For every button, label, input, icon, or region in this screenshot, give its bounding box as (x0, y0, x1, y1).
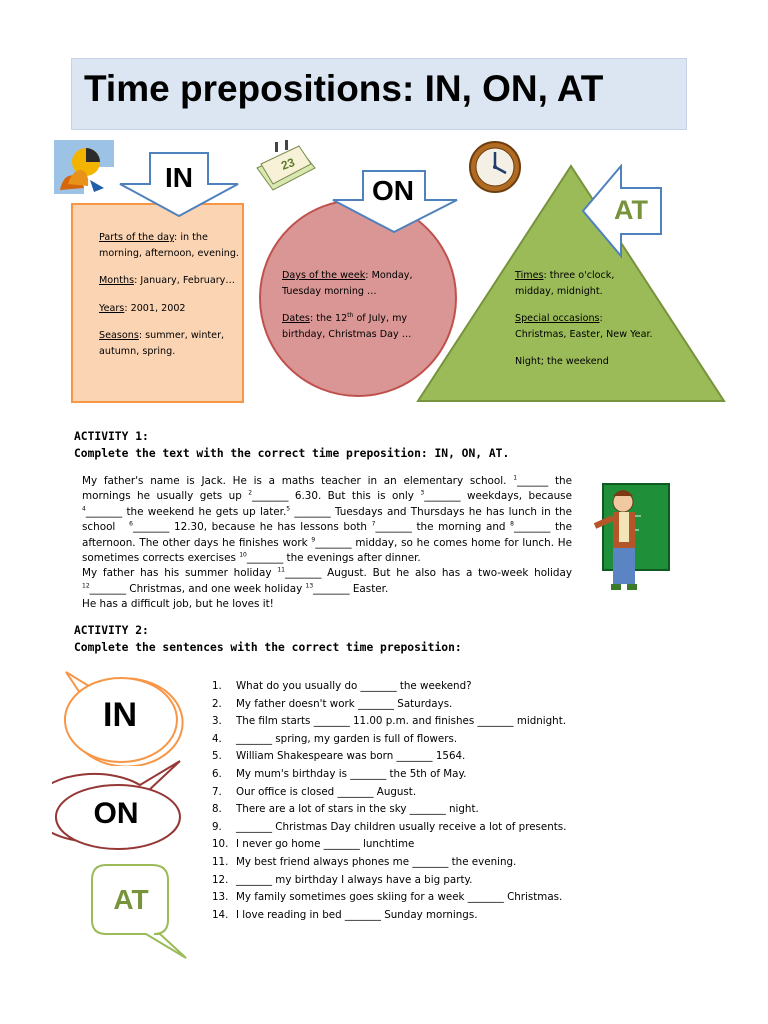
list-item-num: 3. (212, 715, 222, 728)
list-item-num: 6. (212, 767, 222, 780)
on-arrow-label: ON (372, 175, 414, 206)
list-item-num: 14. (212, 908, 229, 921)
dates-text-1: : the 12 (309, 313, 348, 324)
months-label: Months (99, 275, 135, 286)
list-item-text: William Shakespeare was born _______ 1564. (236, 750, 466, 763)
activity1-footer: He has a difficult job, but he loves it! (82, 598, 274, 611)
activity2-instruction: Complete the sentences with the correct time preposition: (74, 641, 462, 654)
list-item-text: My family sometimes goes skiing for a week _______ Christmas. (236, 891, 563, 904)
in-arrow-label: IN (165, 162, 193, 193)
list-item-text: I never go home _______ lunchtime (236, 838, 415, 851)
list-item (212, 801, 612, 819)
list-item-text: My father doesn't work _______ Saturdays. (236, 697, 453, 710)
special-label: Special occasions (515, 313, 600, 324)
in-bubble-label: IN (103, 696, 137, 734)
list-item-num: 4. (212, 732, 222, 745)
list-item (212, 836, 612, 854)
list-item (212, 748, 612, 766)
list-item-text: _______ my birthday I always have a big party. (236, 873, 473, 886)
list-item-text: The film starts _______ 11.00 p.m. and finishes _______ midnight. (236, 715, 567, 728)
dates-label: Dates (282, 313, 310, 324)
list-item (212, 907, 612, 925)
list-item (212, 731, 612, 749)
list-item (212, 872, 612, 890)
list-item-num: 10. (212, 838, 229, 851)
activity1-instruction: Complete the text with the correct time preposition: IN, ON, AT. (74, 447, 510, 460)
list-item-text: _______ spring, my garden is full of flowers. (236, 732, 458, 745)
activity1-paragraph: My father's name is Jack. He is a maths teacher in an elementary school. $^1$______ the mornings he usually gets up $^2$_______ 6.30. But this is only $^3$_______ weekdays, because $^4$_______ the weekend he gets up later.$^5$ _______ Tuesdays and Thursdays he has lunch in the school $^6$_______ 12.30, because he has lessons both $^7$_______ the morning and $^8$_______ the afternoon. The other days he finishes work $^9$_______ midday, so he comes home for lunch. He sometimes corrects exercises $^{10}$_______ the evenings after dinner. My father has his summer holiday $^{11}$_______ August. But he also has a two-week holiday $^{12}$_______ Christmas, and one week holiday $^{13}$_______ Easter. He has a difficult job, but he loves it! (82, 474, 573, 611)
months-text: : January, February… (134, 275, 235, 286)
list-item-num: 5. (212, 750, 222, 763)
days-text: : Monday, Tuesday morning … (282, 270, 413, 297)
list-item-text: What do you usually do _______ the weekend? (236, 680, 472, 692)
list-item-num: 2. (212, 697, 222, 710)
page-title: Time prepositions: IN, ON, AT (84, 68, 604, 109)
list-item-num: 9. (212, 820, 222, 833)
activity2-list (212, 678, 612, 924)
list-item-text: _______ Christmas Day children usually receive a lot of presents. (236, 820, 567, 833)
list-item-num: 7. (212, 785, 222, 798)
at-triangle-text (515, 268, 655, 370)
seasons-label: Seasons (99, 330, 139, 341)
list-item-text: My best friend always phones me _______ the evening. (236, 855, 517, 868)
on-bubble-label: ON (93, 797, 139, 830)
list-item-num: 11. (212, 855, 229, 868)
seasons-text: : summer, winter, autumn, spring. (99, 330, 225, 357)
parts-of-day-text: : in the morning, afternoon, evening. (99, 232, 239, 259)
times-text: : three o'clock, midday, midnight. (515, 270, 615, 297)
parts-of-day-label: Parts of the day (99, 232, 175, 243)
years-text: : 2001, 2002 (124, 302, 186, 314)
list-item (212, 696, 612, 714)
calendar-icon (253, 138, 319, 194)
at-arrow-label: AT (614, 195, 648, 225)
list-item-num: 1. (212, 680, 222, 692)
years-label: Years (99, 302, 125, 314)
dates-text-2: of July, my birthday, Christmas Day … (282, 313, 412, 340)
list-item (212, 678, 612, 696)
list-item-text: Our office is closed _______ August. (236, 785, 417, 798)
list-item-text: I love reading in bed _______ Sunday mornings. (236, 908, 478, 921)
times-label: Times (515, 270, 544, 281)
list-item-num: 12. (212, 873, 229, 886)
list-item-num: 13. (212, 891, 229, 904)
list-item-text: There are a lot of stars in the sky _______ night. (236, 803, 479, 816)
days-label: Days of the week (282, 270, 366, 281)
list-item (212, 713, 612, 731)
activity2-heading: ACTIVITY 2: (74, 624, 149, 637)
in-box-text (99, 230, 239, 359)
activity1-heading: ACTIVITY 1: (74, 430, 149, 443)
svg-text:23: 23 (279, 155, 297, 173)
special-text: : Christmas, Easter, New Year. (515, 313, 653, 340)
list-item (212, 766, 612, 784)
teacher-icon (583, 482, 673, 604)
list-item (212, 819, 612, 837)
list-item (212, 854, 612, 872)
list-item (212, 784, 612, 802)
list-item-text: My mum's birthday is _______ the 5th of May. (236, 767, 467, 780)
night-text: Night; the weekend (515, 356, 609, 367)
sun-leaves-icon (54, 140, 116, 196)
on-circle-text (282, 268, 432, 342)
dates-sup: th (347, 311, 354, 319)
at-bubble-label: AT (113, 884, 149, 915)
list-item-num: 8. (212, 803, 222, 816)
list-item (212, 889, 612, 907)
